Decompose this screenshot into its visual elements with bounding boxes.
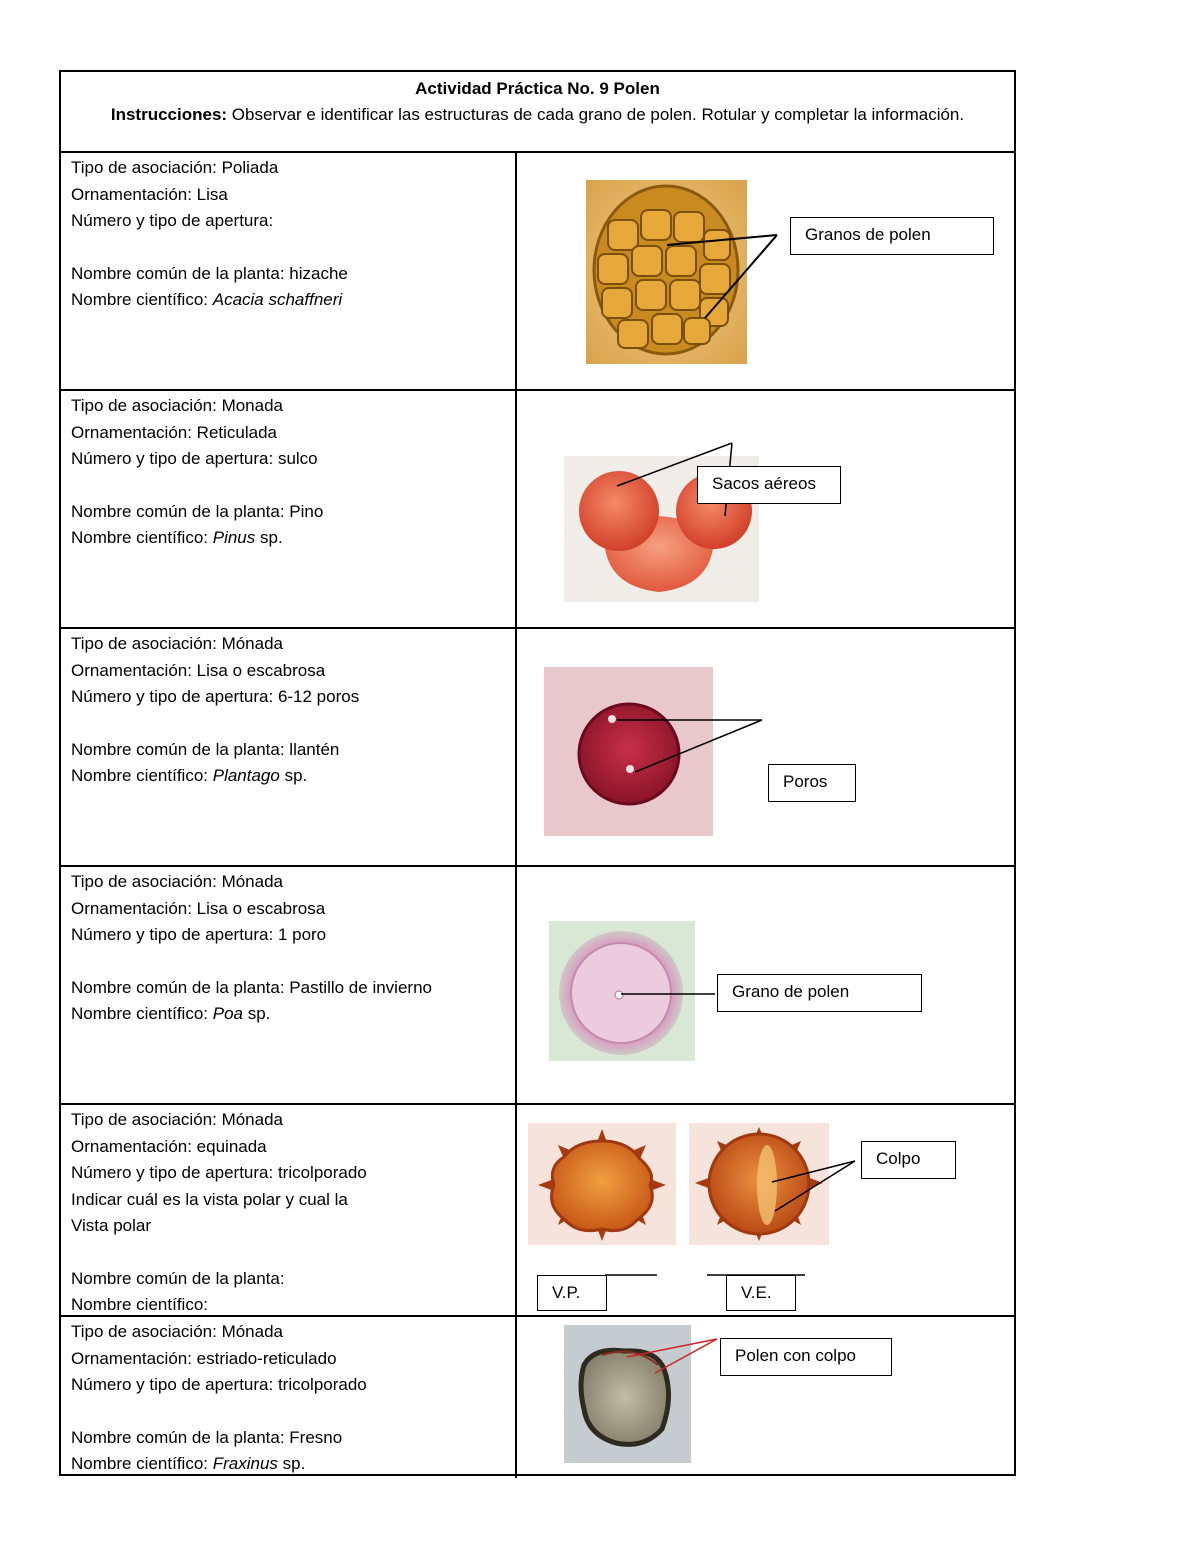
apertura-text: Número y tipo de apertura: 6-12 poros bbox=[71, 687, 360, 706]
label-granos-de-polen: Granos de polen bbox=[790, 217, 994, 255]
ornamentacion-text: Ornamentación: equinada bbox=[71, 1136, 267, 1156]
row-figure bbox=[517, 629, 1014, 865]
label-vista-ecuatorial: V.E. bbox=[726, 1275, 796, 1311]
worksheet-table bbox=[59, 70, 1016, 1476]
ornamentacion-text: Ornamentación: Lisa bbox=[71, 184, 228, 204]
nombre-comun-text: Nombre común de la planta: bbox=[71, 1268, 285, 1288]
row-figure bbox=[517, 153, 1014, 389]
nombre-comun-text: Nombre común de la planta: Pastillo de invierno bbox=[71, 977, 432, 997]
asociacion-text: Tipo de asociación: Mónada bbox=[71, 1322, 284, 1341]
label-vista-polar: V.P. bbox=[537, 1275, 607, 1311]
label-polen-con-colpo: Polen con colpo bbox=[720, 1338, 892, 1376]
row-info bbox=[61, 1105, 517, 1315]
row-info bbox=[61, 629, 517, 865]
apertura-text: Número y tipo de apertura: 1 poro bbox=[71, 925, 327, 944]
nombre-comun-text: Nombre común de la planta: Fresno bbox=[71, 1427, 343, 1447]
pollen-row-plantago bbox=[61, 629, 1014, 867]
page-title: Actividad Práctica No. 9 Polen bbox=[415, 79, 660, 98]
label-colpo: Colpo bbox=[861, 1141, 956, 1179]
worksheet-header bbox=[61, 72, 1014, 153]
row-figure bbox=[517, 867, 1014, 1103]
apertura-text: Número y tipo de apertura: bbox=[71, 211, 274, 230]
row-info bbox=[61, 867, 517, 1103]
row-figure bbox=[517, 1317, 1014, 1478]
ornamentacion-text: Ornamentación: estriado-reticulado bbox=[71, 1348, 337, 1368]
instruction-text-2: Vista polar bbox=[71, 1216, 152, 1235]
ornamentacion-text: Ornamentación: Lisa o escabrosa bbox=[71, 660, 326, 680]
label-poros: Poros bbox=[768, 764, 856, 802]
pollen-row-poa bbox=[61, 867, 1014, 1105]
label-sacos-aereos: Sacos aéreos bbox=[697, 466, 841, 504]
asociacion-text: Tipo de asociación: Mónada bbox=[71, 872, 284, 891]
nombre-comun-text: Nombre común de la planta: llantén bbox=[71, 739, 340, 759]
row-figure bbox=[517, 391, 1014, 627]
pointer-lines bbox=[517, 391, 1017, 629]
nombre-cientifico-text: Nombre científico: Poa sp. bbox=[71, 1004, 271, 1023]
asociacion-text: Tipo de asociación: Poliada bbox=[71, 158, 279, 177]
nombre-cientifico-text: Nombre científico: Acacia schaffneri bbox=[71, 290, 343, 309]
pointer-lines bbox=[517, 153, 1017, 391]
nombre-cientifico-text: Nombre científico: Pinus sp. bbox=[71, 528, 283, 547]
pointer-lines bbox=[517, 629, 1017, 867]
pollen-row-equinada bbox=[61, 1105, 1014, 1317]
row-info bbox=[61, 1317, 517, 1478]
asociacion-text: Tipo de asociación: Mónada bbox=[71, 1110, 284, 1129]
row-info bbox=[61, 153, 517, 389]
nombre-cientifico-text: Nombre científico: Plantago sp. bbox=[71, 766, 308, 785]
label-grano-de-polen: Grano de polen bbox=[717, 974, 922, 1012]
pollen-row-fraxinus bbox=[61, 1317, 1014, 1478]
ornamentacion-text: Ornamentación: Reticulada bbox=[71, 422, 278, 442]
row-info bbox=[61, 391, 517, 627]
asociacion-text: Tipo de asociación: Mónada bbox=[71, 634, 284, 653]
nombre-comun-text: Nombre común de la planta: Pino bbox=[71, 501, 324, 521]
nombre-comun-text: Nombre común de la planta: hizache bbox=[71, 263, 348, 283]
pollen-row-pino bbox=[61, 391, 1014, 629]
apertura-text: Número y tipo de apertura: tricolporado bbox=[71, 1375, 367, 1394]
instruction-text: Indicar cuál es la vista polar y cual la bbox=[71, 1189, 348, 1209]
ornamentacion-text: Ornamentación: Lisa o escabrosa bbox=[71, 898, 326, 918]
asociacion-text: Tipo de asociación: Monada bbox=[71, 396, 284, 415]
row-figure bbox=[517, 1105, 1014, 1315]
instructions: Instrucciones: Observar e identificar las estructuras de cada grano de polen. Rotular y completar la información. bbox=[110, 105, 965, 124]
apertura-text: Número y tipo de apertura: tricolporado bbox=[71, 1163, 367, 1182]
apertura-text: Número y tipo de apertura: sulco bbox=[71, 449, 318, 468]
nombre-cientifico-text: Nombre científico: bbox=[71, 1295, 208, 1314]
nombre-cientifico-text: Nombre científico: Fraxinus sp. bbox=[71, 1454, 306, 1473]
pollen-row-poliada bbox=[61, 153, 1014, 391]
